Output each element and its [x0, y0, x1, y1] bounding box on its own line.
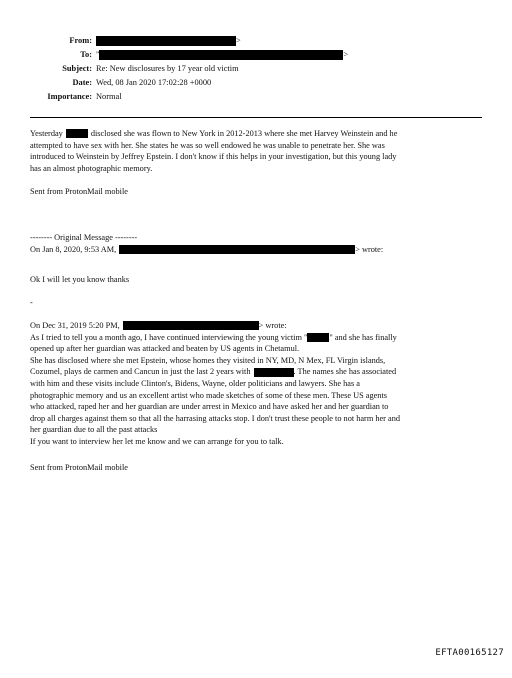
message-body [30, 128, 482, 198]
body-line: If you want to interview her let me know and we can arrange for you to talk. [30, 436, 284, 446]
wrote-text: > wrote: [355, 244, 384, 254]
date-row [20, 76, 490, 90]
body-text: Yesterday [30, 129, 63, 138]
redaction-bar [123, 321, 259, 330]
original-message [30, 232, 482, 255]
date-label: Date: [72, 78, 92, 87]
email-header [20, 34, 490, 104]
redaction-bar [254, 368, 294, 377]
quoted-on-line [30, 320, 482, 332]
body-line: introduced to Weinstein by Jeffrey Epstein. I don't know if this helps in your investigation, but this young lady [30, 152, 397, 162]
wrote-text: > wrote: [258, 321, 287, 330]
importance-label: Importance: [47, 92, 92, 101]
redaction-marker: > [343, 50, 349, 59]
signature: Sent from ProtonMail mobile [30, 462, 128, 472]
original-message-header: -------- Original Message -------- [30, 233, 138, 242]
body-line [30, 332, 482, 344]
redaction-bar [119, 245, 355, 254]
from-label: From: [69, 36, 92, 45]
body-text: As I tried to tell you a month ago, I have continued interviewing the young victim " [30, 332, 308, 342]
reply-text: Ok I will let you know thanks [30, 275, 130, 284]
body-line [30, 128, 482, 140]
header-divider [30, 117, 482, 118]
importance-row [20, 90, 490, 104]
separator-dash: - [30, 298, 33, 307]
date-value: Wed, 08 Jan 2020 17:02:28 +0000 [96, 78, 212, 87]
original-date-text: On Jan 8, 2020, 9:53 AM, [30, 244, 117, 254]
body-line: She has disclosed where she met Epstein, whose homes they visited in NY, MD, N Mex, FL Virgin islands, [30, 355, 386, 365]
to-label: To: [80, 50, 92, 59]
subject-label: Subject: [62, 64, 92, 73]
body-line: with him and these visits include Clinton's, Bidens, Wayne, older politicians and lawyers. She has a [30, 378, 360, 388]
body-text: Cozumel, plays de carmen and Cancun in just the last 2 years with [30, 367, 251, 377]
subject-row [20, 62, 490, 76]
importance-value: Normal [96, 92, 122, 101]
body-line: opened up after her guardian was attacked and beaten by US agents in Chetamul. [30, 344, 300, 354]
body-line: photographic memory and us an excellent artist who made sketches of some of these men. These US agents [30, 390, 387, 400]
redaction-bar [96, 36, 236, 46]
from-row [20, 34, 490, 48]
body-line: attempted to have sex with her. She states he was so well endowed he was unable to penetrate her. She was [30, 140, 385, 150]
body-line: her guardian due to all the past attacks [30, 425, 158, 435]
document-id: EFTA00165127 [435, 648, 504, 658]
body-line: has an almost photographic memory. [30, 163, 153, 173]
redaction-bar [307, 333, 329, 342]
body-text: . The names she has associated [293, 367, 397, 377]
to-row [20, 48, 490, 62]
body-text: " and she has finally [329, 332, 397, 342]
quoted-date-text: On Dec 31, 2019 5:20 PM, [30, 321, 120, 330]
signature: Sent from ProtonMail mobile [30, 187, 128, 197]
to-quote: " [96, 50, 100, 59]
redaction-bar [66, 129, 88, 138]
quoted-message [30, 320, 482, 473]
original-on-line [30, 244, 482, 256]
body-line: who attacked, raped her and her guardian are under arrest in Mexico and have asked her and her guardian to [30, 402, 389, 412]
redaction-bar [99, 50, 343, 60]
body-line: drop all charges against them so that all the harrasing attacks stop. I don't trust these people to not harm her and [30, 413, 400, 423]
body-line [30, 366, 482, 378]
subject-value: Re: New disclosures by 17 year old victim [96, 64, 239, 73]
redaction-marker: > [236, 36, 241, 45]
body-text: disclosed she was flown to New York in 2012-2013 where she met Harvey Weinstein and he [90, 129, 398, 138]
